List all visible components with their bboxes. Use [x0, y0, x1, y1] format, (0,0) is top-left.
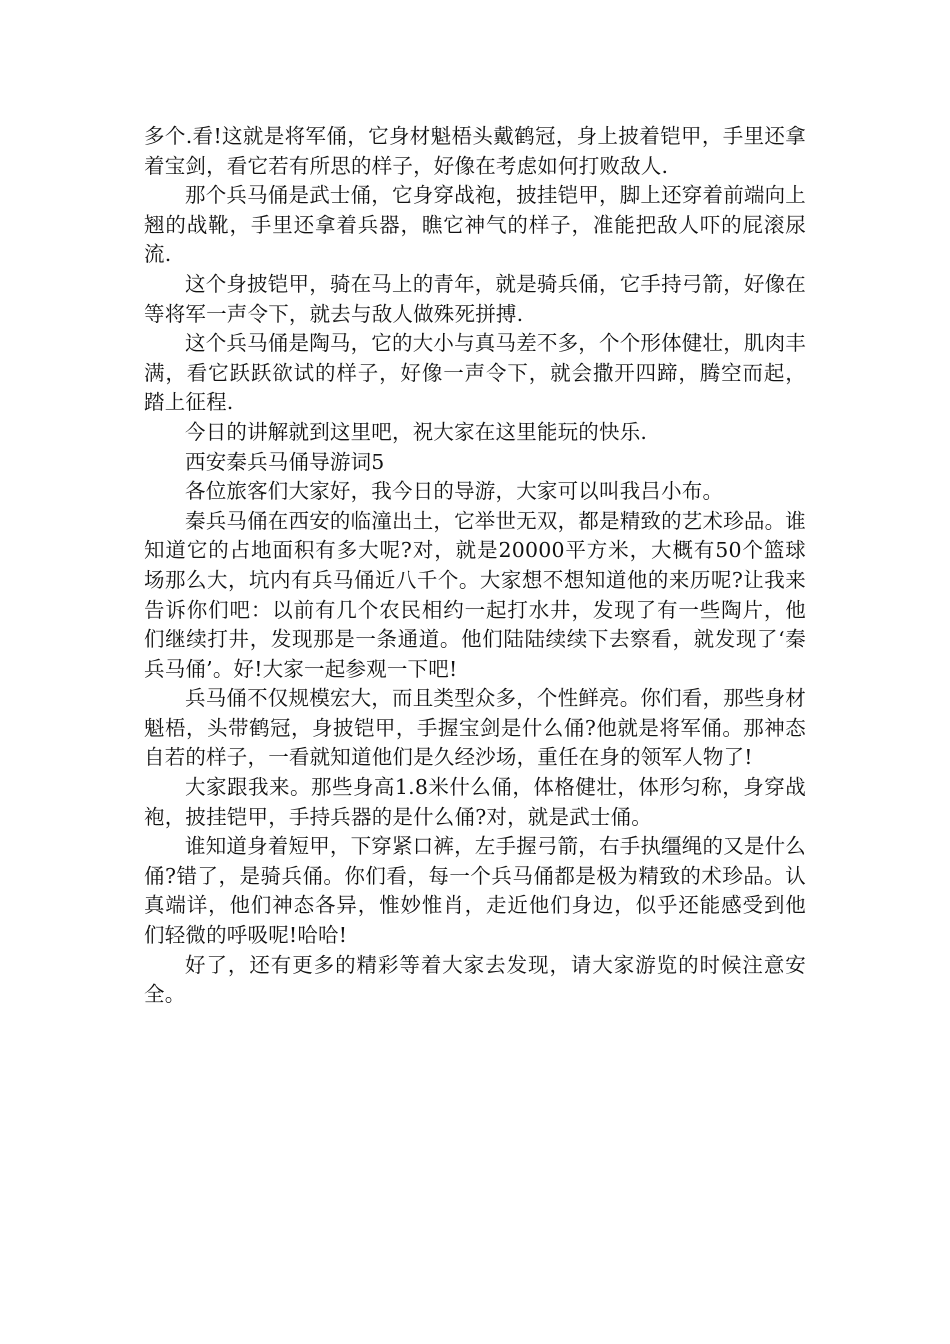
paragraph-warrior-figure: 大家跟我来。那些身高1.8米什么俑，体格健壮，体形匀称，身穿战袍，披挂铠甲，手持兵器的是什么俑?对，就是武士俑。 [144, 775, 806, 829]
section-title: 西安秦兵马俑导游词5 [185, 449, 385, 474]
document-page [144, 122, 806, 1010]
paragraph-cavalry-figure: 谁知道身着短甲，下穿紧口裤，左手握弓箭，右手执缰绳的又是什么俑?错了，是骑兵俑。你们看，每一个兵马俑都是极为精致的术珍品。认真端详，他们神态各异，惟妙惟肖，走近他们身边，似乎还能感受到他们轻微的呼吸呢!哈哈! [144, 834, 806, 948]
paragraph-greeting: 各位旅客们大家好，我今日的导游，大家可以叫我吕小布。 [185, 479, 724, 504]
paragraph-history: 秦兵马俑在西安的临潼出土，它举世无双，都是精致的艺术珍品。谁知道它的占地面积有多大呢?对，就是20000平方米，大概有50个篮球场那么大，坑内有兵马俑近八千个。大家想不想知道他的来历呢?让我来告诉你们吧：以前有几个农民相约一起打水井，发现了有一些陶片，他们继续打井，发现那是一条通道。他们陆陆续续下去察看，就发现了‘秦兵马俑’。好!大家一起参观一下吧! [144, 508, 806, 681]
paragraph-horse: 这个兵马俑是陶马，它的大小与真马差不多，个个形体健壮，肌肉丰满，看它跃跃欲试的样子，好像一声令下，就会撒开四蹄，腾空而起，踏上征程. [144, 331, 806, 415]
paragraph-ending: 好了，还有更多的精彩等着大家去发现，请大家游览的时候注意安全。 [144, 952, 806, 1007]
paragraph-general-figure: 兵马俑不仅规模宏大，而且类型众多，个性鲜亮。你们看，那些身材魁梧，头带鹤冠，身披铠甲，手握宝剑是什么俑?他就是将军俑。那神态自若的样子，一看就知道他们是久经沙场，重任在身的领军人物了! [144, 686, 806, 770]
paragraph-warrior: 那个兵马俑是武士俑，它身穿战袍，披挂铠甲，脚上还穿着前端向上翘的战靴，手里还拿着兵器，瞧它神气的样子，准能把敌人吓的屁滚尿流. [144, 183, 806, 267]
paragraph-closing: 今日的讲解就到这里吧，祝大家在这里能玩的快乐. [185, 419, 648, 444]
paragraph-cavalry: 这个身披铠甲，骑在马上的青年，就是骑兵俑，它手持弓箭，好像在等将军一声令下，就去与敌人做殊死拼搏. [144, 271, 806, 326]
paragraph-general: 多个.看!这就是将军俑，它身材魁梧头戴鹤冠，身上披着铠甲，手里还拿着宝剑，看它若有所思的样子，好像在考虑如何打败敌人. [144, 124, 806, 178]
